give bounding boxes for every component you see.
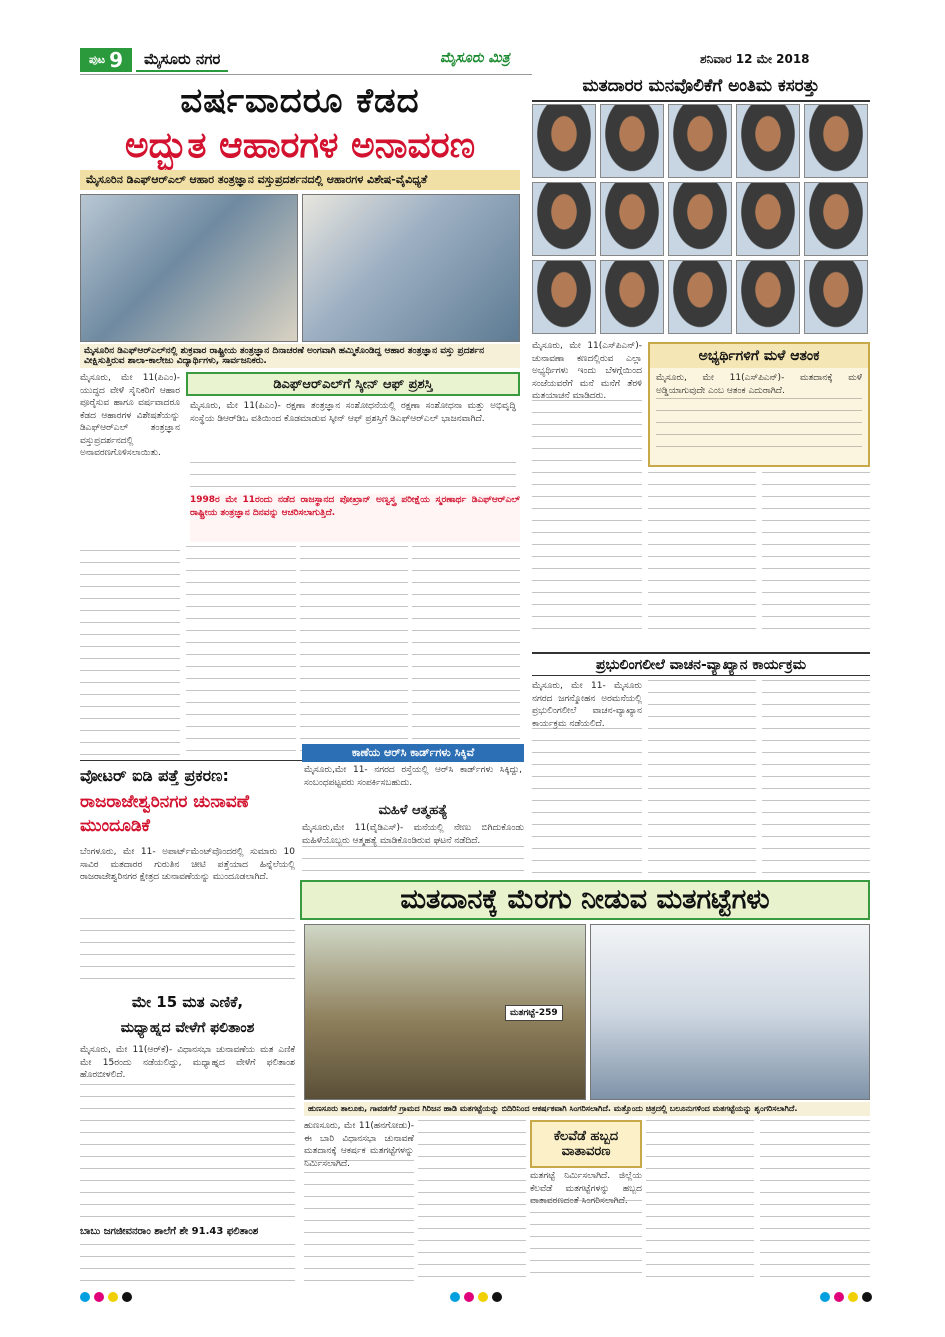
card-box-title: ಕಾಣೆಯ ಆರ್‌ಸಿ ಕಾರ್ಡ್‌ಗಳು ಸಿಕ್ಕಿವೆ <box>302 744 524 762</box>
candidate-portrait <box>668 104 732 178</box>
lecture-col-3 <box>762 680 870 873</box>
candidate-portrait <box>532 260 596 334</box>
award-box-title: ಡಿಎಫ್‌ಆರ್‌ಎಲ್‌ಗೆ ಸ್ಕೀನ್ ಆಫ್ ಪ್ರಶಸ್ತಿ <box>186 372 520 396</box>
booths-headline: ಮತದಾನಕ್ಕೆ ಮೆರಗು ನೀಡುವ ಮತಗಟ್ಟೆಗಳು <box>300 880 870 920</box>
count-body: ಮೈಸೂರು, ಮೇ 11(ಆರ್‌ಕೆ)- ವಿಧಾನಸಭಾ ಚುನಾವಣೆಯ ಮತ ಎಣಿಕೆ ಮೇ 15ರಂದು ನಡೆಯಲಿದ್ದು, ಮಧ್ಯಾಹ್ನದ ವೇಳೆಗೆ ಫಲಿತಾಂಶ ಹೊರಬೀಳಲಿದೆ. <box>80 1045 295 1080</box>
masthead-logo: ಮೈಸೂರು ಮಿತ್ರ <box>440 50 510 66</box>
reg-black <box>122 1292 132 1302</box>
lead-photo-1 <box>80 194 298 342</box>
reg-magenta <box>464 1292 474 1302</box>
voter-body-more <box>80 918 295 986</box>
reg-black <box>862 1292 872 1302</box>
suicide-body-more <box>302 846 524 876</box>
result-headline: ಬಾಬು ಜಗಜೀವನರಾಂ ಶಾಲೆಗೆ ಶೇ 91.43 ಫಲಿತಾಂಶ <box>80 1226 259 1237</box>
lead-photo-caption: ಮೈಸೂರಿನ ಡಿಎಫ್‌ಆರ್‌ಎಲ್‌ನಲ್ಲಿ ಶುಕ್ರವಾರ ರಾಷ್ಟ್ರೀಯ ತಂತ್ರಜ್ಞಾನ ದಿನಾಚರಣೆ ಅಂಗವಾಗಿ ಹಮ್ಮಿಕೊಂಡಿದ್ದ ಆಹಾರ ತಂತ್ರಜ್ಞಾನ ವಸ್ತು ಪ್ರದರ್ಶನ ವೀಕ್ಷಿಸುತ್ತಿರುವ ಶಾಲಾ-ಕಾಲೇಜು ವಿದ್ಯಾರ್ಥಿಗಳು, ಸಾರ್ವಜನಿಕರು. <box>80 344 520 368</box>
reg-yellow <box>848 1292 858 1302</box>
rain-alert-title: ಅಭ್ಯರ್ಥಿಗಳಿಗೆ ಮಳೆ ಆತಂಕ <box>650 344 868 368</box>
campaign-body-col-1 <box>532 400 642 640</box>
portrait-grid <box>532 104 870 334</box>
candidate-portrait <box>600 104 664 178</box>
page-label: ಪುಟ <box>88 53 106 66</box>
weather-col-3 <box>760 1120 870 1282</box>
result-body <box>80 1244 295 1284</box>
section-name: ಮೈಸೂರು ನಗರ <box>136 48 228 72</box>
reg-magenta <box>834 1292 844 1302</box>
dateline: ಶನಿವಾರ 12 ಮೇ 2018 <box>700 52 810 66</box>
reg-cyan <box>820 1292 830 1302</box>
lecture-col-2 <box>648 680 756 873</box>
candidate-portrait <box>532 182 596 256</box>
weather-col-2 <box>646 1120 754 1282</box>
candidate-portrait <box>736 104 800 178</box>
suicide-body: ಮೈಸೂರು,ಮೇ 11(ವೈಡಿಎಸ್)- ಮನೆಯಲ್ಲಿ ನೇಣು ಬಿಗಿದುಕೊಂಡು ಮಹಿಳೆಯೊಬ್ಬರು ಆತ್ಮಹತ್ಯೆ ಮಾಡಿಕೊಂಡಿರುವ ಘಟನೆ ನಡೆದಿದೆ. <box>302 823 524 846</box>
voter-headline-1: ವೋಟರ್ ಐಡಿ ಪತ್ತೆ ಪ್ರಕರಣ: <box>80 766 229 785</box>
lead-body-column-4 <box>412 546 520 756</box>
candidate-portrait <box>600 182 664 256</box>
lead-headline-2: ಅದ್ಭುತ ಆಹಾರಗಳ ಅನಾವರಣ <box>124 125 476 166</box>
page-number-badge <box>80 48 132 72</box>
lead-body-column-1 <box>80 550 180 755</box>
registration-marks-right <box>820 1292 872 1302</box>
candidate-portrait <box>804 104 868 178</box>
suicide-title: ಮಹಿಳೆ ಆತ್ಮಹತ್ಯೆ <box>378 802 448 818</box>
booth-photo-hut <box>304 924 586 1100</box>
candidate-portrait <box>804 182 868 256</box>
registration-marks-center <box>450 1292 502 1302</box>
lecture-body: ಮೈಸೂರು, ಮೇ 11- ಮೈಸೂರು ನಗರದ ಜಗನ್ಮೋಹನ ಅರಮನೆಯಲ್ಲಿ ಪ್ರಭುಲಿಂಗಲೀಲೆ ವಾಚನ-ವ್ಯಾಖ್ಯಾನ ಕಾರ್ಯಕ್ರಮ ನಡೆಯಲಿದೆ. <box>532 681 642 729</box>
lead-body-column-2 <box>186 546 296 756</box>
registration-marks-left <box>80 1292 132 1302</box>
award-box-more <box>190 462 516 490</box>
page-number: 9 <box>109 48 124 72</box>
candidate-portrait <box>600 260 664 334</box>
rain-alert-more <box>656 398 862 452</box>
lead-headline-1: ವರ್ಷವಾದರೂ ಕೆಡದ <box>180 81 420 121</box>
lead-photo-2 <box>302 194 520 342</box>
booths-col-2 <box>418 1120 526 1282</box>
candidate-portrait <box>532 104 596 178</box>
booth-photo-balloons <box>590 924 870 1100</box>
reg-magenta <box>94 1292 104 1302</box>
candidate-portrait <box>668 260 732 334</box>
reg-black <box>492 1292 502 1302</box>
lecture-title: ಪ್ರಭುಲಿಂಗಲೀಲೆ ವಾಚನ-ವ್ಯಾಖ್ಯಾನ ಕಾರ್ಯಕ್ರಮ <box>532 652 870 676</box>
reg-yellow <box>108 1292 118 1302</box>
booths-col-1 <box>304 1160 414 1282</box>
card-box-body: ಮೈಸೂರು,ಮೇ 11- ನಗರದ ರಸ್ತೆಯಲ್ಲಿ ಆರ್‌ಸಿ ಕಾರ್ಡ್‌ಗಳು ಸಿಕ್ಕಿದ್ದು, ಸಂಬಂಧಪಟ್ಟವರು ಸಂಪರ್ಕಿಸಬಹುದು. <box>304 765 522 788</box>
award-box-body: ಮೈಸೂರು, ಮೇ 11(ಪಿಎಂ)- ರಕ್ಷಣಾ ತಂತ್ರಜ್ಞಾನ ಸಂಶೋಧನೆಯಲ್ಲಿ ರಕ್ಷಣಾ ಸಂಶೋಧನಾ ಮತ್ತು ಅಭಿವೃದ್ಧಿ ಸಂಸ್ಥೆಯ ಡಿಆರ್‌ಡಿಒ ವತಿಯಿಂದ ಕೊಡಮಾಡುವ ಸ್ಕೀನ್ ಆಫ್ ಪ್ರಶಸ್ತಿಗೆ ಡಿಎಫ್‌ಆರ್‌ಎಲ್ ಭಾಜನವಾಗಿದೆ. <box>190 401 516 424</box>
reg-yellow <box>478 1292 488 1302</box>
campaign-title: ಮತದಾರರ ಮನವೊಲಿಕೆಗೆ ಅಂತಿಮ ಕಸರತ್ತು <box>532 72 870 102</box>
voter-headline-2: ರಾಜರಾಜೇಶ್ವರಿನಗರ ಚುನಾವಣೆ ಮುಂದೂಡಿಕೆ <box>80 792 250 836</box>
count-headline-1: ಮೇ 15 ಮತ ಎಣಿಕೆ, <box>131 993 244 1011</box>
booths-body: ಹುಣಸೂರು, ಮೇ 11(ಹನಗೋಡು)- ಈ ಬಾರಿ ವಿಧಾನಸಭಾ ಚುನಾವಣೆ ಮತದಾನಕ್ಕೆ ಆಕರ್ಷಕ ಮತಗಟ್ಟೆಗಳನ್ನು ನಿರ್ಮಿಸಲಾಗಿದೆ. <box>304 1121 414 1169</box>
candidate-portrait <box>736 260 800 334</box>
campaign-body-col-3 <box>762 472 870 640</box>
rain-alert-body: ಮೈಸೂರು, ಮೇ 11(ಎಸ್‌ಪಿಎನ್)- ಮತದಾನಕ್ಕೆ ಮಳೆ ಅಡ್ಡಿಯಾಗುವುದೇ ಎಂಬ ಆತಂಕ ಎದುರಾಗಿದೆ. <box>656 373 862 396</box>
lead-body-intro: ಮೈಸೂರು, ಮೇ 11(ಪಿಎಂ)- ಯುದ್ಧದ ವೇಳೆ ಸೈನಿಕರಿಗೆ ಆಹಾರ ಪೂರೈಸುವ ಹಾಗೂ ವರ್ಷವಾದರೂ ಕೆಡದ ಆಹಾರಗಳ ವಿಶೇಷತೆಯನ್ನು ಡಿಎಫ್‌ಆರ್‌ಎಲ್ ತಂತ್ರಜ್ಞಾನ ವಸ್ತುಪ್ರದರ್ಶನದಲ್ಲಿ ಅನಾವರಣಗೊಳಿಸಲಾಯಿತು. <box>80 373 180 458</box>
campaign-body: ಮೈಸೂರು, ಮೇ 11(ಎಸ್‌ಪಿಎನ್)- ಚುನಾವಣಾ ಕಣದಲ್ಲಿರುವ ಎಲ್ಲಾ ಅಭ್ಯರ್ಥಿಗಳು ಇಂದು ಬೆಳಗ್ಗೆಯಿಂದ ಸಂಜೆಯವರೆಗೆ ಮನೆ ಮನೆಗೆ ತೆರಳಿ ಮತಯಾಚನೆ ಮಾಡಿದರು. <box>532 341 642 401</box>
lecture-col-1 <box>532 728 642 873</box>
candidate-portrait <box>804 260 868 334</box>
booth-sign: ಮತಗಟ್ಟೆ-259 <box>505 1005 563 1021</box>
candidate-portrait <box>668 182 732 256</box>
voter-body: ಬೆಂಗಳೂರು, ಮೇ 11- ಅಪಾರ್ಟ್‌ಮೆಂಟ್‌ವೊಂದರಲ್ಲಿ ಸುಮಾರು 10 ಸಾವಿರ ಮತದಾರರ ಗುರುತಿನ ಚೀಟಿ ಪತ್ತೆಯಾದ ಹಿನ್ನೆಲೆಯಲ್ಲಿ ರಾಜರಾಜೇಶ್ವರಿನಗರ ಕ್ಷೇತ್ರದ ಚುನಾವಣೆಯನ್ನು ಮುಂದೂಡಲಾಗಿದೆ. <box>80 847 295 882</box>
weather-title: ಕೆಲವೆಡೆ ಹಬ್ಬದ ವಾತಾವರಣ <box>553 1129 619 1159</box>
candidate-portrait <box>736 182 800 256</box>
rain-alert-box <box>648 342 870 467</box>
campaign-body-col-2 <box>648 472 756 640</box>
count-headline-2: ಮಧ್ಯಾಹ್ನದ ವೇಳೆಗೆ ಫಲಿತಾಂಶ <box>120 1020 255 1036</box>
booths-caption: ಹುಣಸೂರು ತಾಲೂಕು, ಗಾವಡಗೆರೆ ಗ್ರಾಮದ ಗಿರಿಜನ ಹಾಡಿ ಮತಗಟ್ಟೆಯನ್ನು ಬಿದಿರಿನಿಂದ ಆಕರ್ಷಕವಾಗಿ ಸಿಂಗರಿಸಲಾಗಿದೆ. ಮತ್ತೊಂದು ಚಿತ್ರದಲ್ಲಿ ಬಲೂನುಗಳಿಂದ ಮತಗಟ್ಟೆಯನ್ನು ಶೃಂಗರಿಸಲಾಗಿದೆ. <box>304 1102 870 1116</box>
reg-cyan <box>80 1292 90 1302</box>
weather-col-1 <box>530 1200 642 1282</box>
weather-body: ಮತಗಟ್ಟೆ ನಿರ್ಮಿಸಲಾಗಿದೆ. ಜಿಲ್ಲೆಯ ಕೆಲವೆಡೆ ಮತಗಟ್ಟೆಗಳನ್ನು ಹಬ್ಬದ ವಾತಾವರಣದಂತೆ ಸಿಂಗರಿಸಲಾಗಿದೆ. <box>530 1171 642 1206</box>
lead-body-column-3 <box>300 546 408 756</box>
highlight-note: 1998ರ ಮೇ 11ರಂದು ನಡೆದ ರಾಜಸ್ಥಾನದ ಪೋಖ್ರಾನ್ ಅಣ್ವಸ್ತ್ರ ಪರೀಕ್ಷೆಯ ಸ್ಮರಣಾರ್ಥ ಡಿಎಫ್‌ಆರ್‌ಎಲ್ ರಾಷ್ಟ್ರೀಯ ತಂತ್ರಜ್ಞಾನ ದಿನವನ್ನು ಆಚರಿಸಲಾಗುತ್ತಿದೆ. <box>190 494 520 542</box>
reg-cyan <box>450 1292 460 1302</box>
weather-box <box>530 1120 642 1168</box>
count-body-more <box>80 1084 295 1224</box>
lead-subhead: ಮೈಸೂರಿನ ಡಿಎಫ್‌ಆರ್‌ಎಲ್ ಆಹಾರ ತಂತ್ರಜ್ಞಾನ ವಸ್ತುಪ್ರದರ್ಶನದಲ್ಲಿ ಆಹಾರಗಳ ವಿಶೇಷ-ವೈವಿಧ್ಯತೆ <box>80 170 520 190</box>
